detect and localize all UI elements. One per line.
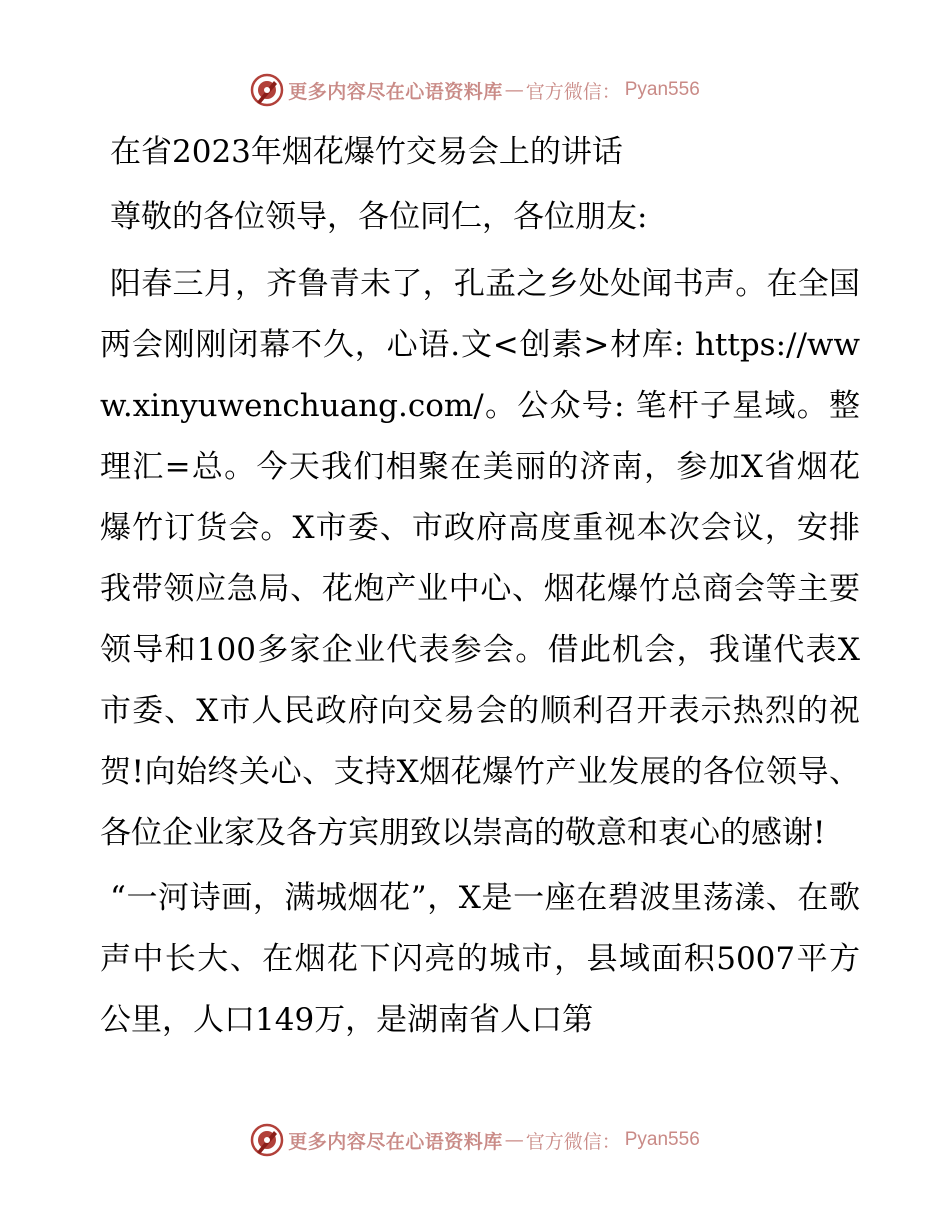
watermark-text: 更多内容尽在心语资料库 [288, 80, 503, 103]
document-title: 在省2023年烟花爆竹交易会上的讲话 [110, 134, 623, 170]
watermark-separator: — [504, 79, 524, 101]
document-body [100, 122, 860, 1051]
paragraph: 阳春三月，齐鲁青未了，孔孟之乡处处闻书声。在全国两会刚刚闭幕不久，心语.文<创素>材库: https://www.xinyuwenchuang.com/。公众号: 笔杆子星域。整理汇=总。今天我们相聚在美丽的济南，参加X省烟花爆竹订货会。X市委、市政府高度重视本次会议，安排我带领应急局、花炮产业中心、烟花爆竹总商会等主要领导和100多家企业代表参会。借此机会，我谨代表X市委、X市人民政府向交易会的顺利召开表示热烈的祝贺!向始终关心、支持X烟花爆竹产业发展的各位领导、各位企业家及各方宾朋致以崇高的敬意和衷心的感谢! [100, 266, 860, 851]
pen-logo-icon [250, 1123, 284, 1157]
watermark-wechat-id: Pyan556 [624, 79, 700, 100]
watermark-wechat-label: 官方微信： [525, 1130, 621, 1153]
watermark-text: 更多内容尽在心语资料库 [288, 1130, 503, 1153]
watermark-header [0, 70, 950, 110]
salutation: 尊敬的各位领导，各位同仁，各位朋友: [110, 199, 648, 235]
paragraph: “一河诗画，满城烟花”，X是一座在碧波里荡漾、在歌声中长大、在烟花下闪亮的城市，县域面积5007平方公里，人口149万，是湖南省人口第 [100, 880, 860, 1038]
watermark-wechat-id: Pyan556 [624, 1129, 700, 1150]
watermark-wechat-label: 官方微信： [525, 80, 621, 103]
watermark-footer [0, 1120, 950, 1160]
watermark-separator: — [504, 1129, 524, 1151]
pen-logo-icon [250, 73, 284, 107]
